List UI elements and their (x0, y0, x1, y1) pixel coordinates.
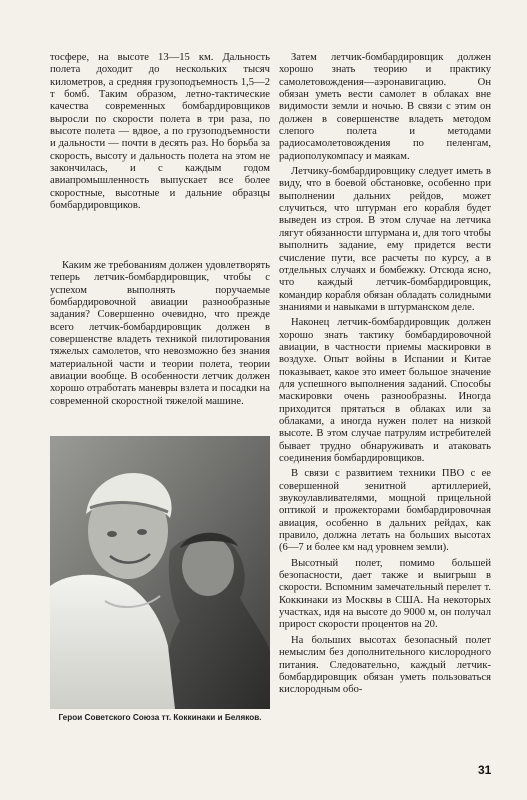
portrait-photo (50, 436, 270, 709)
paragraph-right-6: На больших высотах безопасный полет немыслим без дополнительного кислородного питания. Следовательно, каждый летчик-бомбардировщик обязан уметь пользоваться кислородным обо- (279, 634, 491, 696)
paragraph-right-3: Наконец летчик-бомбардировщик должен хорошо знать тактику бомбардировочной авиации, в частности приемы маскировки в воздухе. Опыт войны в Испании и Китае показывает, какое это имеет большое значение для успешного выполнения заданий. Способы маскировки очень разнообразны. Иногда приходится прятаться в облаках или за облаками, а иногда нужен полет на низкой высоте. В этом случае патрулям истребителей бывает трудно обнаруживать и атаковать соединения бомбардировщиков. (279, 317, 491, 464)
left-column-top (50, 52, 270, 212)
paragraph-left-1: тосфере, на высоте 13—15 км. Дальность полета доходит до нескольких тысяч километров, а средняя грузоподъемность 1,5—2 т бомб. Таким образом, летно-тактические качества современных бомбардировщиков выросли по скорости полета в три раза, по высоте полета — вдвое, а по грузоподъемности и дальности — почти в десять раз. Но борьба за скорость, высоту и дальность полета на этом не закончилась, и с каждым годом авиапромышленность выпускает все более скоростные, высотные и дальние образцы бомбардировщиков. (50, 52, 270, 212)
page-number: 31 (478, 763, 492, 777)
photo-caption: Герои Советского Союза тт. Коккинаки и Беляков. (58, 713, 262, 722)
paragraph-right-2: Летчику-бомбардировщику следует иметь в виду, что в боевой обстановке, особенно при выполнении дальних рейдов, может случиться, что штурман его корабля будет выведен из строя. В этом случае на летчика лягут обязанности штурмана и, для того чтобы выполнить задание, ему придется вести счисление пути, все расчеты по курсу, а в отдельных случаях и бомбежку. Отсюда ясно, что каждый летчик-бомбардировщик, командир корабля обязан обладать солидными знаниями и навыками в штурманском деле. (279, 166, 491, 313)
paragraph-right-5: Высотный полет, помимо большей безопасности, дает также и выигрыш в скорости. Вспомним замечательный перелет т. Коккинаки из Москвы в США. На некоторых участках, идя на высоте до 9000 м, он получал прирост скорости процентов на 20. (279, 557, 491, 631)
paragraph-right-1: Затем летчик-бомбардировщик должен хорошо знать теорию и практику самолетовождения—аэронавигацию. Он обязан уметь вести самолет в облаках вне видимости земли и ночью. В связи с этим он должен в совершенстве владеть методом слепого полета и методами радиосамолетовождения по пеленгам, радиополукомпасу и маякам. (279, 52, 491, 162)
portrait-photo-illustration (50, 436, 270, 709)
right-column (279, 52, 491, 697)
paragraph-left-2: Каким же требованиям должен удовлетворять теперь летчик-бомбардировщик, чтобы с успехом выполнять поручаемые бомбардировочной авиации разнообразные задания? Совершенно очевидно, что прежде всего летчик-бомбардировщик должен в совершенстве владеть техникой пилотирования тяжелых самолетов, что невозможно без знания материальной части и теории полета, теории авиации вообще. В особенности летчик должен хорошо отработать маневры взлета и посадки на современной скоростной тяжелой машине. (50, 260, 271, 407)
paragraph-right-4: В связи с развитием техники ПВО с ее совершенной зенитной артиллерией, звукоулавливателями, мощной прицельной оптикой и прожекторами бомбардировочная авиация, особенно в дальних рейдах, как правило, должна летать на больших высотах (6—7 и более км над уровнем земли). (279, 468, 491, 554)
left-column-middle (50, 260, 270, 408)
